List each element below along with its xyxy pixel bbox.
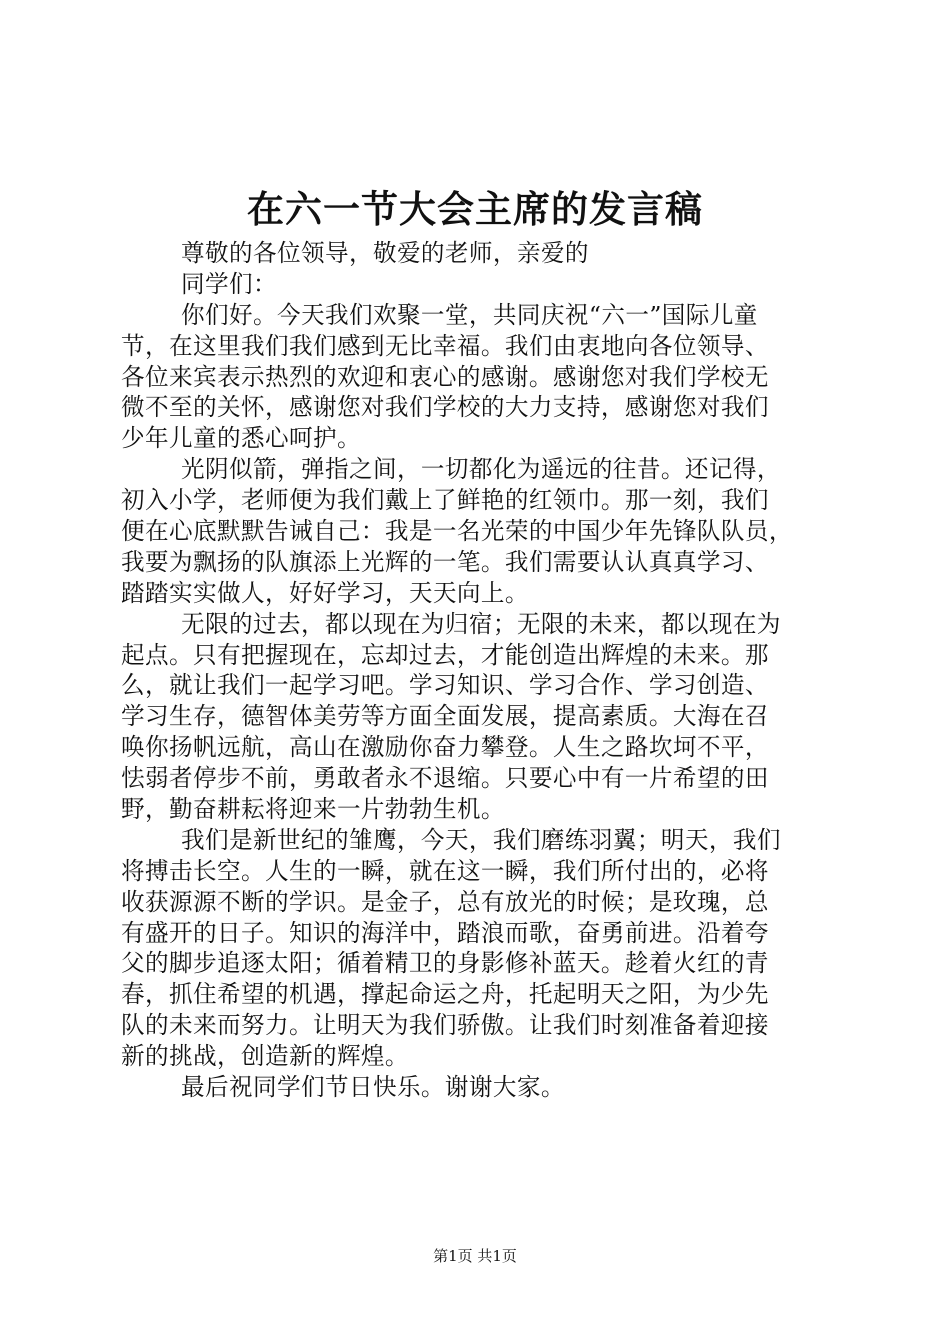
body-line: 么，就让我们一起学习吧。学习知识、学习合作、学习创造、 xyxy=(121,671,769,700)
body-line: 怯弱者停步不前，勇敢者永不退缩。只要心中有一片希望的田 xyxy=(121,764,769,793)
body-line: 新的挑战，创造新的辉煌。 xyxy=(121,1042,409,1071)
body-line: 便在心底默默告诫自己：我是一名光荣的中国少年先锋队队员， xyxy=(121,517,793,546)
body-line: 我们是新世纪的雏鹰，今天，我们磨练羽翼；明天，我们 xyxy=(181,825,781,854)
body-line: 收获源源不断的学识。是金子，总有放光的时候；是玫瑰，总 xyxy=(121,887,769,916)
body-line: 少年儿童的悉心呵护。 xyxy=(121,424,361,453)
body-line: 踏踏实实做人，好好学习，天天向上。 xyxy=(121,578,529,607)
body-line: 将搏击长空。人生的一瞬，就在这一瞬，我们所付出的，必将 xyxy=(121,856,769,885)
body-line: 父的脚步追逐太阳；循着精卫的身影修补蓝天。趁着火红的青 xyxy=(121,949,769,978)
document-body xyxy=(121,238,833,1103)
body-line: 起点。只有把握现在，忘却过去，才能创造出辉煌的未来。那 xyxy=(121,640,769,669)
document-title: 在六一节大会主席的发言稿 xyxy=(247,187,703,231)
body-line: 有盛开的日子。知识的海洋中，踏浪而歌，奋勇前进。沿着夸 xyxy=(121,918,769,947)
page-footer: 第1页 共1页 xyxy=(433,1247,517,1265)
body-line: 光阴似箭，弹指之间，一切都化为遥远的往昔。还记得， xyxy=(181,455,781,484)
body-line: 我要为飘扬的队旗添上光辉的一笔。我们需要认认真真学习、 xyxy=(121,547,769,576)
body-line: 队的未来而努力。让明天为我们骄傲。让我们时刻准备着迎接 xyxy=(121,1011,769,1040)
body-line: 学习生存，德智体美劳等方面全面发展，提高素质。大海在召 xyxy=(121,702,769,731)
body-line: 春，抓住希望的机遇，撑起命运之舟，托起明天之阳，为少先 xyxy=(121,980,769,1009)
body-line: 你们好。今天我们欢聚一堂，共同庆祝“六一”国际儿童 xyxy=(181,300,758,329)
body-line: 无限的过去，都以现在为归宿；无限的未来，都以现在为 xyxy=(181,609,781,638)
body-line: 野，勤奋耕耘将迎来一片勃勃生机。 xyxy=(121,795,505,824)
body-line: 初入小学，老师便为我们戴上了鲜艳的红领巾。那一刻，我们 xyxy=(121,486,769,515)
body-line: 微不至的关怀，感谢您对我们学校的大力支持，感谢您对我们 xyxy=(121,393,769,422)
body-line: 唤你扬帆远航，高山在激励你奋力攀登。人生之路坎坷不平， xyxy=(121,733,769,762)
body-line: 同学们： xyxy=(181,269,277,298)
body-line: 尊敬的各位领导，敬爱的老师，亲爱的 xyxy=(181,239,589,267)
body-line: 节，在这里我们我们感到无比幸福。我们由衷地向各位领导、 xyxy=(121,331,769,360)
body-line: 各位来宾表示热烈的欢迎和衷心的感谢。感谢您对我们学校无 xyxy=(121,362,769,391)
body-line: 最后祝同学们节日快乐。谢谢大家。 xyxy=(181,1073,565,1102)
